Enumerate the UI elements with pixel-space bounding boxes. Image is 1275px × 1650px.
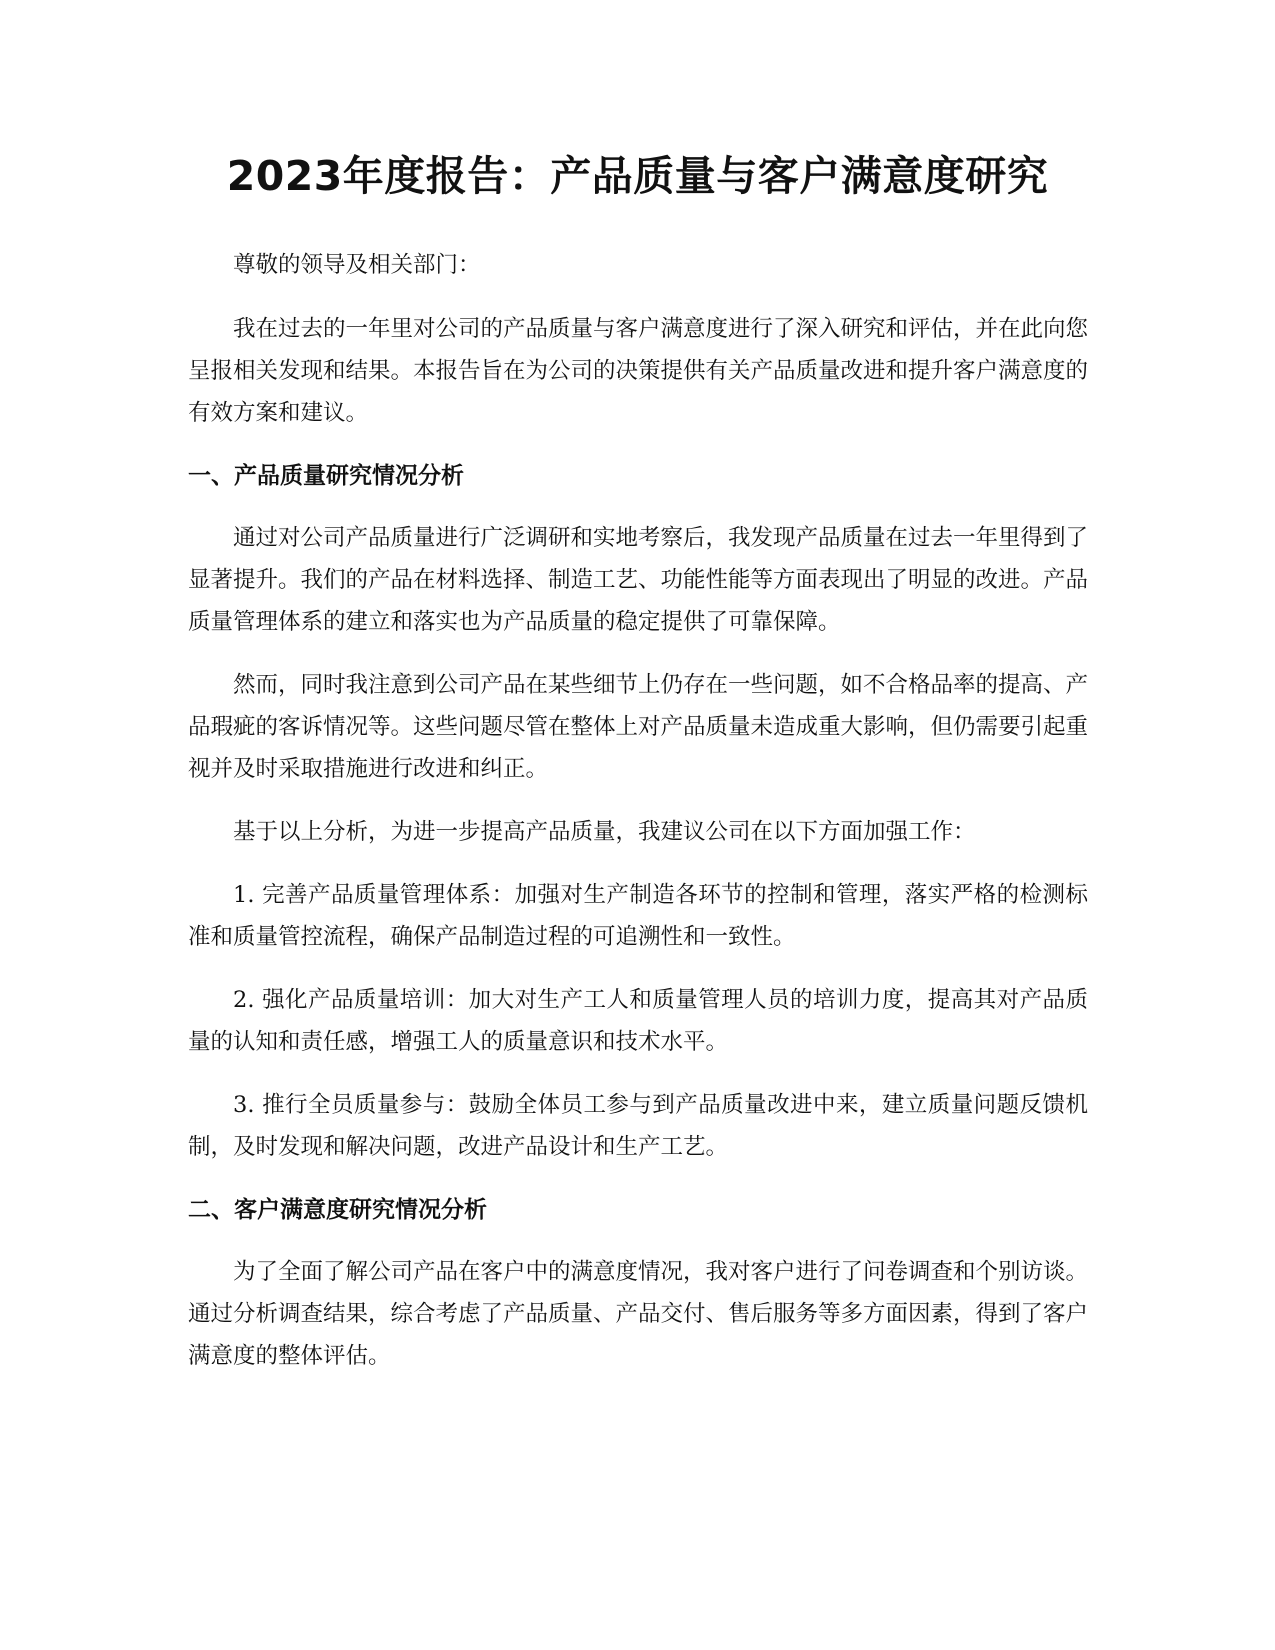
recommendation-item: 2. 强化产品质量培训：加大对生产工人和质量管理人员的培训力度，提高其对产品质量的认知和责任感，增强工人的质量意识和技术水平。 xyxy=(188,987,1088,1055)
section2-paragraph: 为了全面了解公司产品在客户中的满意度情况，我对客户进行了问卷调查和个别访谈。通过分析调查结果，综合考虑了产品质量、产品交付、售后服务等多方面因素，得到了客户满意度的整体评估。 xyxy=(188,1259,1089,1369)
section1-paragraph: 通过对公司产品质量进行广泛调研和实地考察后，我发现产品质量在过去一年里得到了显著提升。我们的产品在材料选择、制造工艺、功能性能等方面表现出了明显的改进。产品质量管理体系的建立和落实也为产品质量的稳定提供了可靠保障。 xyxy=(188,525,1089,635)
intro-paragraph: 我在过去的一年里对公司的产品质量与客户满意度进行了深入研究和评估，并在此向您呈报相关发现和结果。本报告旨在为公司的决策提供有关产品质量改进和提升客户满意度的有效方案和建议。 xyxy=(188,316,1089,426)
recommendation-item: 1. 完善产品质量管理体系：加强对生产制造各环节的控制和管理，落实严格的检测标准和质量管控流程，确保产品制造过程的可追溯性和一致性。 xyxy=(188,882,1088,950)
section-heading-product-quality: 一、产品质量研究情况分析 xyxy=(188,463,464,489)
section1-paragraph: 基于以上分析，为进一步提高产品质量，我建议公司在以下方面加强工作： xyxy=(233,819,976,845)
document-title: 2023年度报告：产品质量与客户满意度研究 xyxy=(226,152,1049,200)
salutation: 尊敬的领导及相关部门： xyxy=(233,252,481,278)
section1-paragraph: 然而，同时我注意到公司产品在某些细节上仍存在一些问题，如不合格品率的提高、产品瑕疵的客诉情况等。这些问题尽管在整体上对产品质量未造成重大影响，但仍需要引起重视并及时采取措施进行改进和纠正。 xyxy=(188,672,1089,782)
section-heading-customer-satisfaction: 二、客户满意度研究情况分析 xyxy=(188,1197,487,1223)
recommendation-item: 3. 推行全员质量参与：鼓励全体员工参与到产品质量改进中来，建立质量问题反馈机制，及时发现和解决问题，改进产品设计和生产工艺。 xyxy=(188,1092,1088,1160)
document-body xyxy=(188,244,1088,1398)
